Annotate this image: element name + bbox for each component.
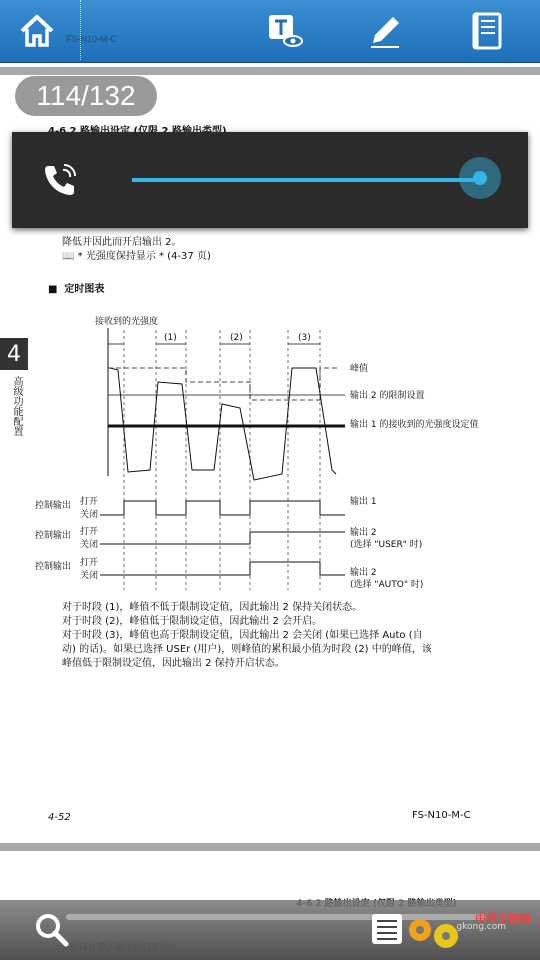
timing-diagram [0, 300, 540, 600]
out1-label: 输出 1 [350, 497, 377, 507]
search-icon [34, 912, 70, 948]
bullet-icon: ■ [48, 284, 58, 295]
annotate-button[interactable] [362, 8, 408, 54]
light-signal [110, 368, 336, 480]
text-eye-icon [265, 11, 305, 51]
pencil-icon [365, 11, 405, 51]
gear-icon [404, 908, 464, 952]
explain-line-2: 对于时段 (2)，峰值低于限制设定值，因此输出 2 会开启。 [62, 616, 323, 627]
auto-note: (选择 "AUTO" 时) [350, 580, 424, 590]
user-note: (选择 "USER" 时) [350, 540, 423, 550]
bookmark-button[interactable] [464, 8, 510, 54]
off-label-2: 关闭 [80, 540, 99, 550]
output2-user-wave [100, 532, 345, 544]
off-label-1: 关闭 [80, 510, 99, 520]
phone-volume-icon [42, 162, 78, 198]
ctrl-label-3: 控制输出 [35, 562, 72, 572]
volume-track[interactable] [132, 178, 480, 182]
book-ref-icon: 📖 [62, 251, 75, 262]
out2-user-label: 输出 2 [350, 528, 377, 538]
toc-button[interactable] [370, 912, 404, 950]
threshold-label: 输出 1 的接收到的光强度设定值 [350, 420, 479, 430]
reference-text: * 光强度保持显示 * (4-37 页) [77, 251, 211, 262]
out2-auto-label: 输出 2 [350, 568, 377, 578]
ctrl-label-2: 控制输出 [35, 531, 72, 541]
period-3-label: (3) [298, 333, 311, 343]
watermark-text: 中华工控网 [475, 912, 530, 925]
text-view-button[interactable] [262, 8, 308, 54]
search-button[interactable] [34, 912, 70, 952]
chapter-tab: 4 [0, 338, 28, 370]
on-label-2: 打开 [80, 527, 99, 537]
list-icon [370, 912, 404, 946]
peak-label: 峰值 [350, 364, 369, 374]
home-icon [19, 13, 55, 49]
volume-thumb[interactable] [459, 157, 501, 199]
explain-line-3: 对于时段 (3)，峰值也高于限制设定值，因此输出 2 会关闭 (如果已选择 Auto (自 [62, 630, 423, 641]
paragraph-tail: 降低并因此而开启输出 2。 [62, 237, 182, 248]
page-indicator: 114/132 [15, 76, 157, 116]
limit-label: 输出 2 的限制设置 [350, 391, 425, 401]
gear-logo [404, 908, 464, 956]
home-button[interactable] [14, 8, 60, 54]
chart-heading [48, 280, 104, 295]
period-1-label: (1) [164, 333, 177, 343]
chapter-label: 高级功能配置 [11, 376, 22, 436]
chart-heading-text: 定时图表 [64, 284, 105, 295]
top-toolbar [0, 0, 540, 63]
footer-page-number: 4-52 [48, 812, 71, 823]
volume-overlay [12, 132, 528, 228]
footer-model: FS-N10-M-C [412, 810, 471, 821]
on-label-3: 打开 [80, 558, 99, 568]
period-2-label: (2) [230, 333, 243, 343]
page-separator [0, 843, 540, 851]
reference-line [62, 247, 211, 262]
chart-ylabel: 接收到的光强度 [95, 317, 159, 327]
divider [80, 0, 81, 60]
explain-line-5: 峰值低于限制设定值，因此输出 2 保持开启状态。 [62, 658, 285, 669]
watermark-url: gkong.com [456, 922, 506, 932]
on-label-1: 打开 [80, 497, 99, 507]
page-separator [0, 67, 540, 75]
ctrl-label-1: 控制输出 [35, 501, 72, 511]
explain-line-4: 动) 的话)。如果已选择 USEr (用户)，则峰值的累积最小值为时段 (2) 中的峰值，该 [62, 644, 432, 655]
off-label-3: 关闭 [80, 571, 99, 581]
output1-wave [100, 501, 345, 515]
book-icon [469, 11, 505, 51]
explain-line-1: 对于时段 (1)，峰值不低于限制设定值，因此输出 2 保持关闭状态。 [62, 602, 363, 613]
output2-auto-wave [100, 562, 345, 575]
ghost-header: FS-N10-M-C [66, 34, 117, 44]
